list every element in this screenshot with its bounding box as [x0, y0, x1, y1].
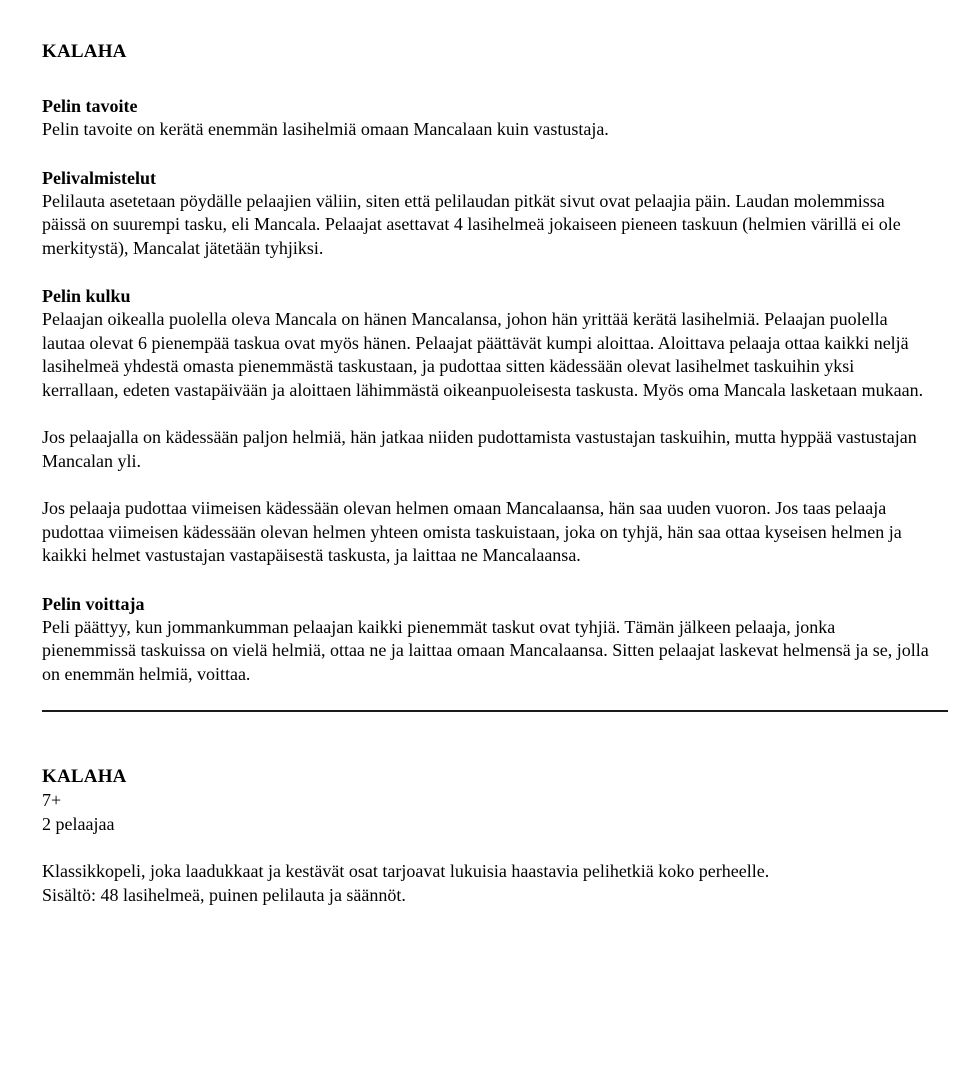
section-paragraph: Pelilauta asetetaan pöydälle pelaajien väliin, siten että pelilaudan pitkät sivut ovat pelaajia päin. Laudan molemmissa päissä on suurempi tasku, eli Mancala. Pelaajat asettavat 4 lasihelmeä jokaiseen pieneen taskuun (helmien värillä ei ole merkitystä), Mancalat jätetään tyhjiksi. [42, 190, 901, 258]
section-heading: Pelivalmistelut [42, 167, 156, 188]
section-paragraph: Pelin tavoite on kerätä enemmän lasihelmiä omaan Mancalaan kuin vastustaja. [42, 119, 609, 139]
section-pelin-voittaja [42, 592, 948, 687]
section-pelin-kulku [42, 284, 948, 568]
product-description: Klassikkopeli, joka laadukkaat ja kestävät osat tarjoavat lukuisia haastavia pelihetkiä koko perheelle. [42, 861, 770, 881]
section-heading: Pelin voittaja [42, 593, 145, 614]
product-player-count: 2 pelaajaa [42, 813, 115, 834]
product-age-rating: 7+ [42, 790, 62, 810]
product-info-block [42, 765, 948, 907]
section-pelin-tavoite [42, 94, 948, 142]
section-paragraph: Jos pelaaja pudottaa viimeisen kädessään olevan helmen omaan Mancalaansa, hän saa uuden vuoron. Jos taas pelaaja pudottaa viimeisen kädessään olevan helmen yhteen omista taskuistaan, joka on tyhjä, hän saa ottaa kyseisen helmen ja kaikki helmet vastustajan vastapäisestä taskusta, ja laittaa ne Mancalaansa. [42, 498, 902, 565]
section-paragraph: Pelaajan oikealla puolella oleva Mancala on hänen Mancalansa, johon hän yrittää kerätä lasihelmiä. Pelaajan puolella lautaa olevat 6 pienempää taskua ovat myös hänen. Pelaajat päättävät kumpi aloittaa. Aloittava pelaaja ottaa kaikki neljä lasihelmeä yhdestä omasta pienemmästä taskustaan, ja pudottaa sitten kädessään olevat lasihelmet taskuihin yksi kerrallaan, edeten vastapäivään ja aloittaen lähimmästä oikeanpuoleisesta taskusta. Myös oma Mancala lasketaan mukaan. [42, 309, 924, 400]
product-title: KALAHA [42, 766, 127, 787]
section-heading: Pelin kulku [42, 286, 131, 306]
section-divider [42, 710, 948, 712]
section-heading: Pelin tavoite [42, 96, 138, 116]
product-contents: Sisältö: 48 lasihelmeä, puinen pelilauta ja säännöt. [42, 884, 406, 905]
section-pelivalmistelut [42, 166, 948, 261]
section-paragraph: Jos pelaajalla on kädessään paljon helmiä, hän jatkaa niiden pudottamista vastustajan taskuihin, mutta hyppää vastustajan Mancalan yli. [42, 427, 917, 471]
section-paragraph: Peli päättyy, kun jommankumman pelaajan kaikki pienemmät taskut ovat tyhjiä. Tämän jälkeen pelaaja, jonka pienemmissä taskuissa on vielä helmiä, ottaa ne ja laittaa omaan Mancalaansa. Sitten pelaajat laskevat helmensä ja se, jolla on enemmän helmiä, voittaa. [42, 616, 929, 684]
page-title: KALAHA [42, 41, 127, 62]
